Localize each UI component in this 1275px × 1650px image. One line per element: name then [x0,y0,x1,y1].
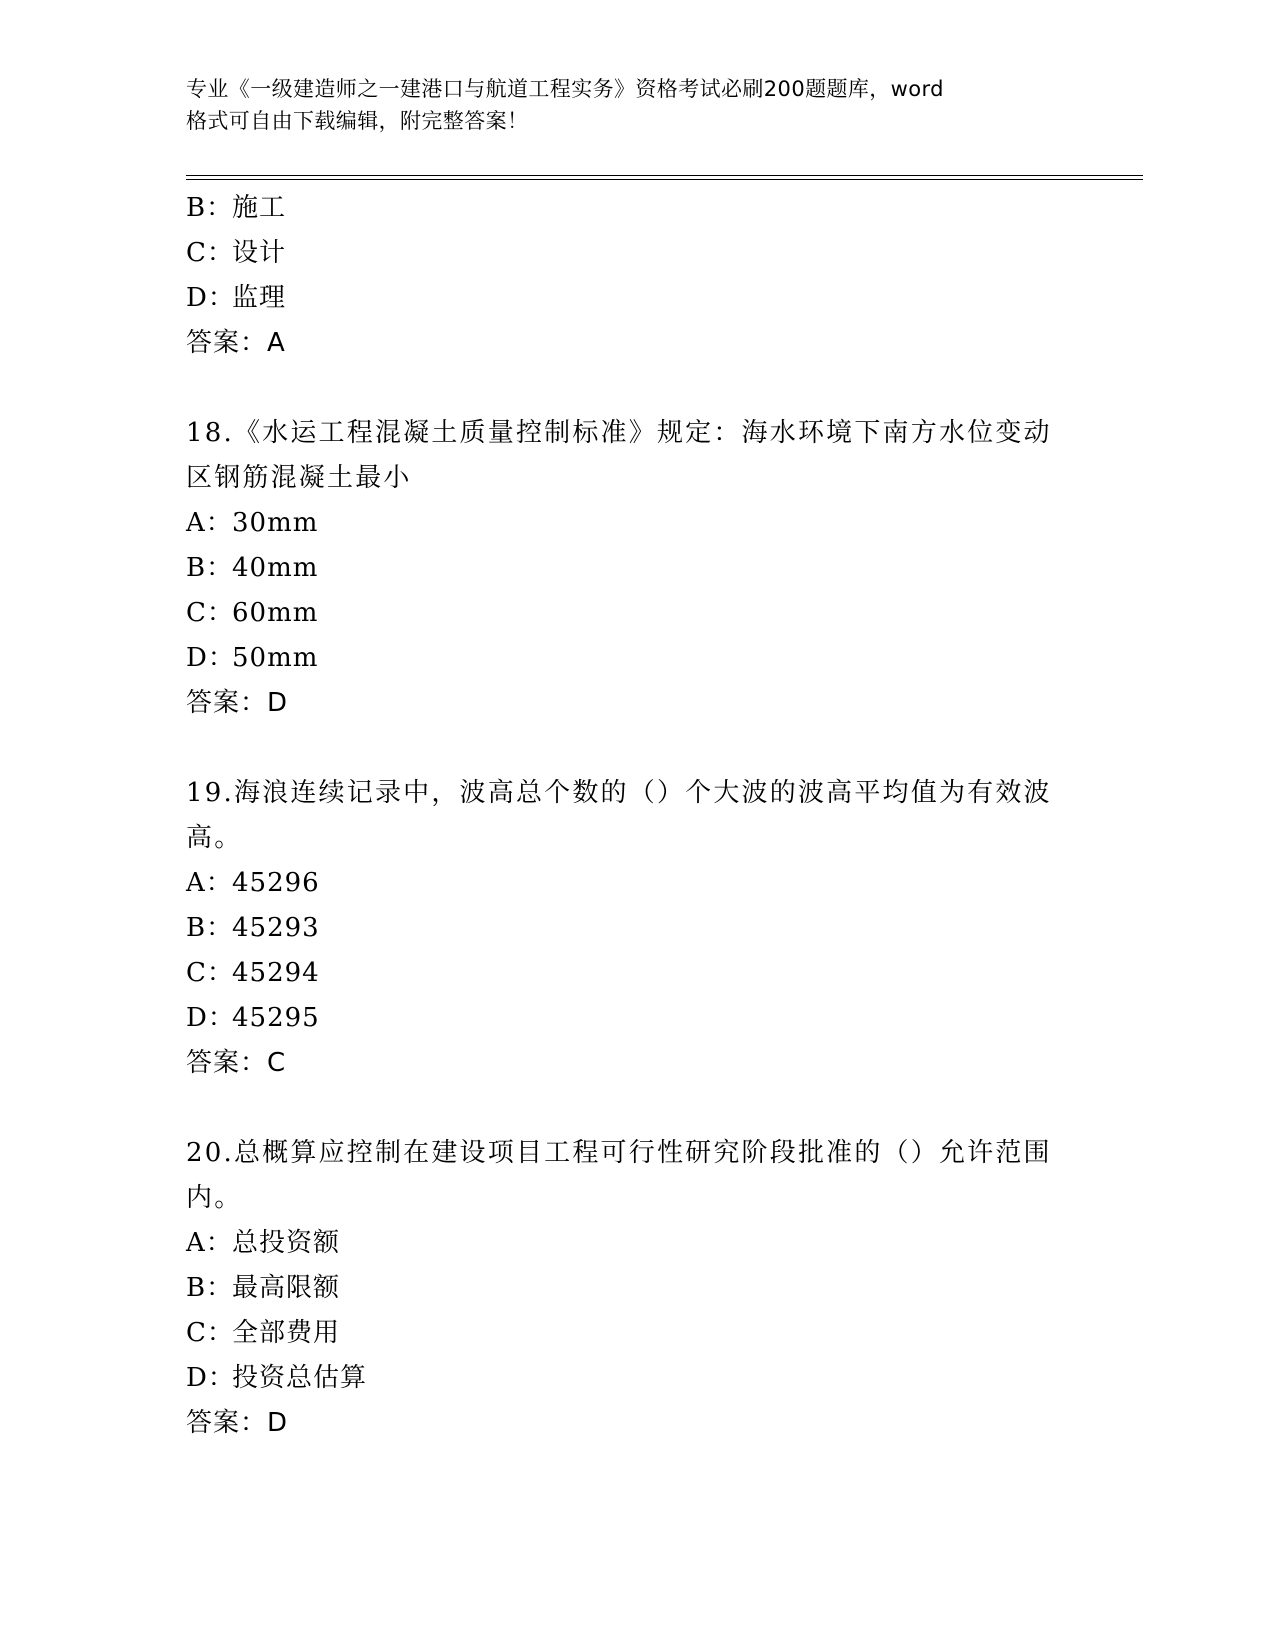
option-a [186,1221,1086,1266]
stem-line: 区钢筋混凝土最小 [186,463,412,493]
option-b [186,186,1086,231]
option-text: 施工 [232,193,287,223]
page-header [186,73,1086,137]
header-title-line-2: 格式可自由下载编辑，附完整答案！ [186,109,529,133]
option-key: C： [186,238,234,268]
spacer [186,366,1086,411]
option-text: 60mm [232,598,319,628]
stem-line: 20.总概算应控制在建设项目工程可行性研究阶段批准的（）允许范围 [186,1138,1052,1168]
option-text: 45296 [232,868,320,898]
stem-line: 内。 [186,1183,243,1213]
option-key: A： [186,508,233,538]
option-key: A： [186,1228,233,1258]
option-b [186,906,1086,951]
option-text: 监理 [232,283,287,313]
header-title-line-1: 专业《一级建造师之一建港口与航道工程实务》资格考试必刷200题题库，word [186,77,944,101]
option-text: 45293 [232,913,320,943]
question-stem [186,411,1066,501]
question-18 [186,411,1086,726]
spacer [186,1086,1086,1131]
option-key: B： [186,913,234,943]
option-text: 投资总估算 [232,1363,368,1393]
option-c [186,231,1086,276]
option-text: 总投资额 [232,1228,341,1258]
stem-line: 19.海浪连续记录中，波高总个数的（）个大波的波高平均值为有效波 [186,778,1052,808]
option-a [186,501,1086,546]
option-a [186,861,1086,906]
option-text: 40mm [232,553,319,583]
option-key: D： [186,1363,235,1393]
option-text: 设计 [232,238,287,268]
option-c [186,1311,1086,1356]
question-stem [186,771,1066,861]
header-rule-top [186,175,1143,176]
stem-line: 高。 [186,823,243,853]
option-text: 45295 [232,1003,320,1033]
continued-question [186,186,1086,366]
option-key: B： [186,553,234,583]
stem-line: 18.《水运工程混凝土质量控制标准》规定：海水环境下南方水位变动 [186,418,1052,448]
option-key: D： [186,643,235,673]
option-key: B： [186,1273,234,1303]
question-19 [186,771,1086,1086]
question-20 [186,1131,1086,1446]
option-text: 50mm [232,643,319,673]
header-rule-bottom [186,179,1143,180]
option-key: D： [186,1003,235,1033]
question-stem [186,1131,1066,1221]
option-text: 45294 [232,958,320,988]
option-key: A： [186,868,233,898]
answer-line: 答案：D [186,1408,289,1438]
option-d [186,1356,1086,1401]
option-c [186,951,1086,996]
answer-line: 答案：D [186,688,289,718]
option-key: D： [186,283,235,313]
spacer [186,726,1086,771]
answer-line: 答案：A [186,328,286,358]
option-text: 最高限额 [232,1273,341,1303]
option-key: C： [186,1318,234,1348]
option-d [186,636,1086,681]
option-d [186,276,1086,321]
option-b [186,546,1086,591]
option-key: B： [186,193,234,223]
option-b [186,1266,1086,1311]
document-body [186,186,1086,1446]
option-text: 全部费用 [232,1318,341,1348]
answer-line: 答案：C [186,1048,287,1078]
option-key: C： [186,598,234,628]
option-c [186,591,1086,636]
option-key: C： [186,958,234,988]
option-text: 30mm [232,508,319,538]
option-d [186,996,1086,1041]
